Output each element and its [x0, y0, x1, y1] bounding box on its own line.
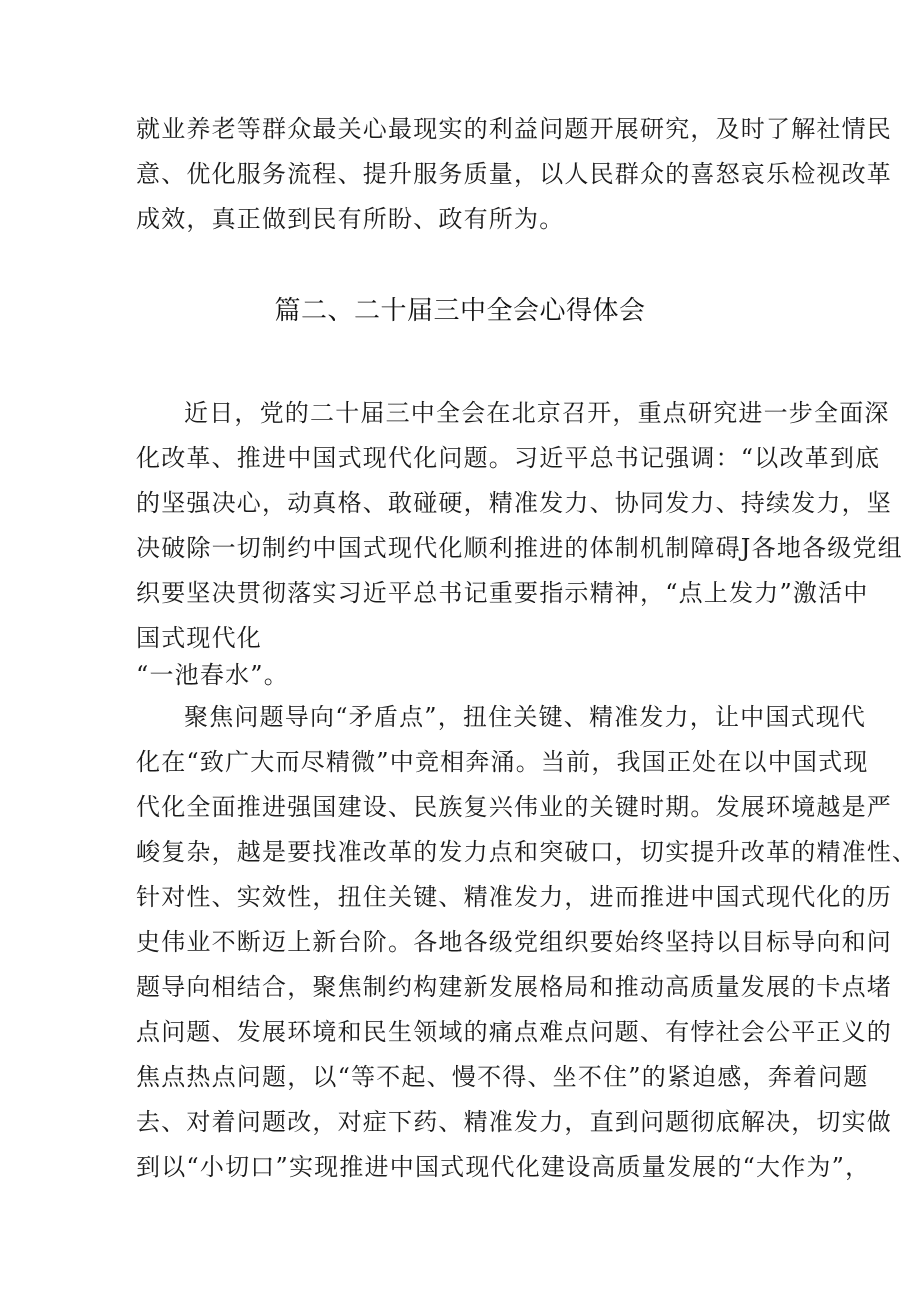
- paragraph1-line-2: 化改革、推进中国式现代化问题。习近平总书记强调：“以改革到底: [136, 444, 881, 472]
- paragraph1-line-1: 近日，党的二十届三中全会在北京召开，重点研究进一步全面深: [184, 399, 890, 427]
- paragraph2-line-6: 史伟业不断迈上新台阶。各地各级党组织要始终坚持以目标导向和问: [136, 928, 892, 956]
- section-title: 篇二、二十届三中全会心得体会: [274, 296, 646, 326]
- paragraph2-line-11: 到以“小切口”实现推进中国式现代化建设高质量发展的“大作为”，: [136, 1153, 871, 1181]
- paragraph2-line-8: 点问题、发展环境和民生领域的痛点难点问题、有悖社会公平正义的: [136, 1018, 892, 1046]
- paragraph1-line-5: 织要坚决贯彻落实习近平总书记重要指示精神，“点上发力”激活中: [136, 579, 869, 607]
- paragraph2-line-1: 聚焦问题导向“矛盾点”，扭住关键、精准发力，让中国式现代: [184, 703, 867, 731]
- paragraph1-line-4: 决破除一切制约中国式现代化顺利推进的体制机制障碍J各地各级党组: [136, 534, 903, 562]
- paragraph2-line-7: 题导向相结合，聚焦制约构建新发展格局和推动高质量发展的卡点堵: [136, 973, 892, 1001]
- top-paragraph-line-3: 成效，真正做到民有所盼、政有所为。: [136, 205, 565, 233]
- paragraph2-line-5: 针对性、实效性，扭住关键、精准发力，进而推进中国式现代化的历: [136, 883, 892, 911]
- paragraph1-line-7: “一池春水”。: [136, 661, 289, 689]
- top-paragraph-line-1: 就业养老等群众最关心最现实的利益问题开展研究，及时了解社情民: [136, 115, 892, 143]
- paragraph2-line-3: 代化全面推进强国建设、民族复兴伟业的关键时期。发展环境越是严: [136, 793, 892, 821]
- paragraph2-line-4: 峻复杂，越是要找准改革的发力点和突破口，切实提升改革的精准性、: [136, 838, 918, 866]
- paragraph1-line-6: 国式现代化: [136, 624, 262, 652]
- paragraph2-line-9: 焦点热点问题，以“等不起、慢不得、坐不住”的紧迫感，奔着问题: [136, 1063, 869, 1091]
- top-paragraph-line-2: 意、优化服务流程、提升服务质量，以人民群众的喜怒哀乐检视改革: [136, 160, 892, 188]
- paragraph1-line-3: 的坚强决心，动真格、敢碰硬，精准发力、协同发力、持续发力，坚: [136, 489, 892, 517]
- paragraph2-line-10: 去、对着问题改，对症下药、精准发力，直到问题彻底解决，切实做: [136, 1108, 892, 1136]
- paragraph2-line-2: 化在“致广大而尽精微”中竞相奔涌。当前，我国正处在以中国式现: [136, 748, 869, 776]
